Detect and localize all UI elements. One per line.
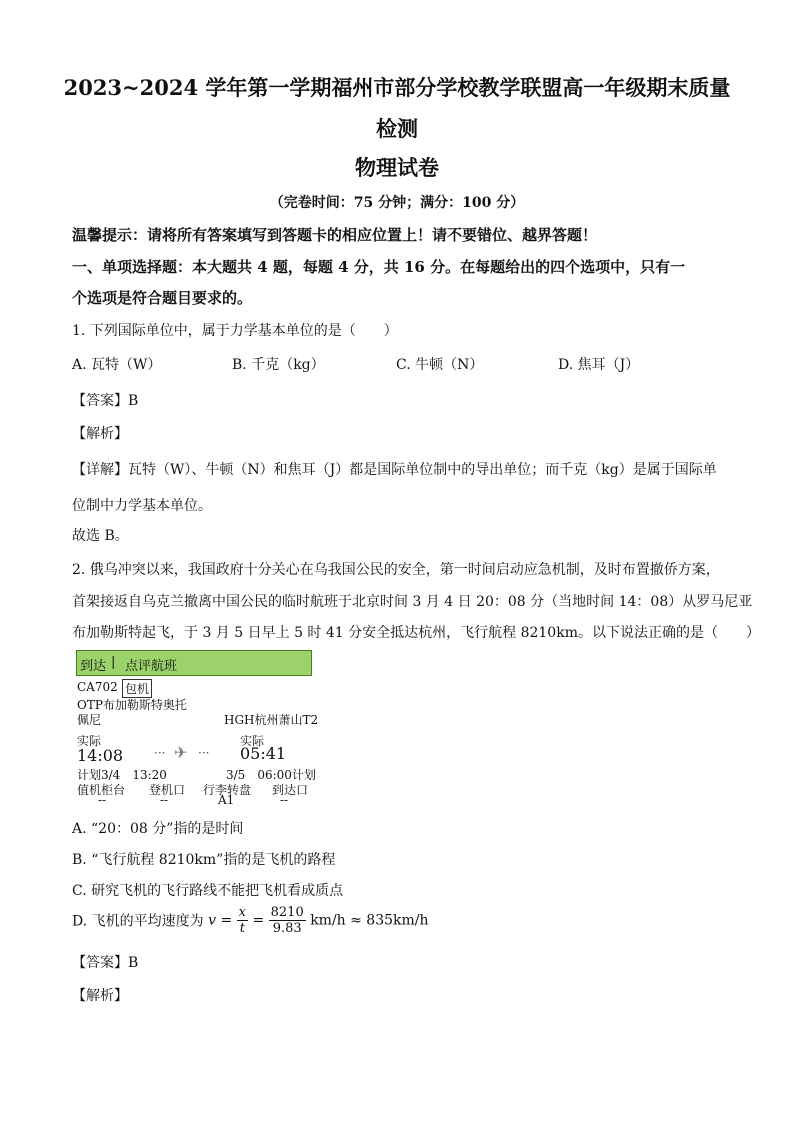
subject-title: 物理试卷 — [355, 155, 439, 180]
plan-left: 计划3/4 13:20 — [77, 768, 167, 782]
q2-option-d-suffix: km/h ≈ 835km/h — [310, 912, 429, 929]
q2-option-a: A. “20：08 分”指的是时间 — [72, 821, 244, 837]
notice: 温馨提示：请将所有答案填写到答题卡的相应位置上！请不要错位、越界答题！ — [72, 226, 598, 244]
q2-option-d — [72, 905, 429, 936]
formula-eq2: = — [252, 912, 265, 929]
departure-time: 14:08 — [77, 746, 124, 765]
q1-option-b: B. 千克（kg） — [232, 357, 325, 373]
tab-divider: | — [111, 655, 116, 670]
q2-stem-line1: 2. 俄乌冲突以来，我国政府十分关心在乌我国公民的安全，第一时间启动应急机制，及时布置撤侨方案， — [72, 562, 720, 578]
tab-comment: 点评航班 — [125, 659, 178, 674]
q1-analysis: 【解析】 — [72, 426, 128, 442]
q2-option-b: B. “飞行航程 8210km”指的是飞机的路程 — [72, 852, 336, 868]
time-info: （完卷时间：75 分钟；满分：100 分） — [269, 195, 525, 211]
exam-title-line1: 2023~2024 学年第一学期福州市部分学校教学联盟高一年级期末质量 — [63, 75, 731, 100]
q2-stem-line3: 布加勒斯特起飞，于 3 月 5 日早上 5 时 41 分安全抵达杭州，飞行航程 8210km。以下说法正确的是（ ） — [72, 625, 760, 641]
q2-option-c: C. 研究飞机的飞行路线不能把飞机看成质点 — [72, 883, 344, 899]
formula-fraction — [269, 905, 306, 936]
q1-answer: 【答案】B — [72, 393, 139, 409]
col-exit: 到达口 — [272, 783, 309, 797]
q1-stem: 1. 下列国际单位中，属于力学基本单位的是（ ） — [72, 323, 398, 339]
arrival-time: 05:41 — [240, 744, 287, 763]
formula-x-over-t — [237, 905, 248, 936]
flight-board — [76, 650, 319, 807]
flight-dots-left: ··· — [154, 746, 166, 760]
q1-detail-line1: 【详解】瓦特（W）、牛顿（N）和焦耳（J）都是国际单位制中的导出单位；而千克（kg）是属于国际单 — [72, 462, 717, 478]
val-exit: -- — [280, 793, 289, 807]
actual-left-label: 实际 — [77, 734, 102, 748]
flight-number: CA702 — [77, 680, 118, 694]
actual-right-label: 实际 — [240, 734, 265, 748]
q1-detail-line2: 位制中力学基本单位。 — [72, 498, 212, 514]
tab-arrive: 到达 — [80, 659, 107, 674]
flight-dots-right: ··· — [198, 746, 210, 760]
destination: HGH杭州萧山T2 — [224, 713, 319, 727]
formula-denominator: 9.83 — [272, 921, 302, 936]
val-gate: -- — [160, 793, 169, 807]
val-checkin: -- — [98, 793, 107, 807]
col-gate: 登机口 — [149, 783, 186, 797]
q1-option-a: A. 瓦特（W） — [72, 357, 162, 373]
plan-right: 3/5 06:00计划 — [226, 768, 316, 782]
section1-line1: 一、单项选择题：本大题共 4 题，每题 4 分，共 16 分。在每题给出的四个选项中，只有一 — [72, 258, 686, 276]
formula-t: t — [239, 921, 245, 936]
formula-numerator: 8210 — [270, 905, 304, 920]
plane-icon: ✈ — [174, 743, 188, 762]
origin-line2: 佩尼 — [77, 713, 102, 727]
q2-answer: 【答案】B — [72, 955, 139, 971]
formula-x: x — [238, 905, 246, 920]
formula-v: v — [208, 912, 217, 929]
val-baggage: A1 — [218, 793, 235, 807]
charter-badge: 包机 — [122, 679, 152, 698]
q2-option-d-prefix: D. 飞机的平均速度为 — [72, 913, 204, 930]
col-baggage: 行李转盘 — [203, 783, 252, 797]
col-checkin: 值机柜台 — [77, 783, 126, 797]
flight-board-tabs — [76, 650, 312, 676]
formula-eq1: = — [220, 912, 233, 929]
q2-stem-line2: 首架接返自乌克兰撤离中国公民的临时航班于北京时间 3 月 4 日 20：08 分（当地时间 14：08）从罗马尼亚 — [72, 594, 753, 610]
exam-title-line2: 检测 — [376, 116, 418, 141]
q1-option-d: D. 焦耳（J） — [558, 357, 640, 373]
q1-conclusion: 故选 B。 — [72, 528, 129, 544]
q2-analysis: 【解析】 — [72, 988, 128, 1004]
section1-line2: 个选项是符合题目要求的。 — [72, 289, 253, 307]
q1-option-c: C. 牛顿（N） — [396, 357, 484, 373]
origin-line1: OTP布加勒斯特奥托 — [77, 698, 187, 712]
